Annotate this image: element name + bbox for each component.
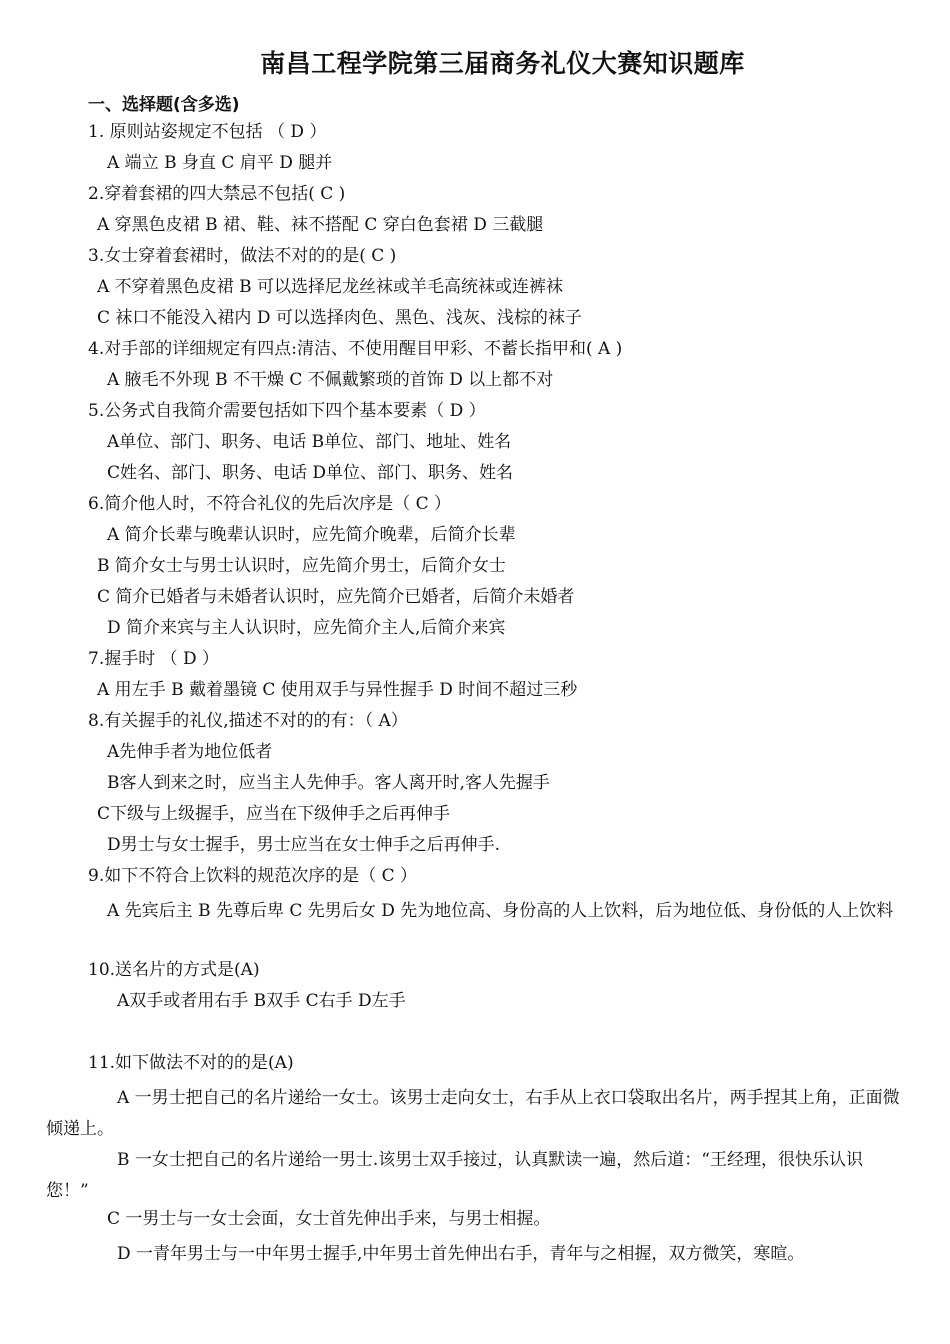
question-8-option-b: B客人到来之时，应当主人先伸手。客人离开时,客人先握手 — [107, 773, 550, 793]
question-7-options: A 用左手 B 戴着墨镜 C 使用双手与异性握手 D 时间不超过三秒 — [97, 680, 578, 700]
question-6-option-d: D 简介来宾与主人认识时，应先简介主人,后简介来宾 — [107, 618, 506, 638]
question-5: 5.公务式自我简介需要包括如下四个基本要素（ D ） — [88, 401, 486, 421]
question-3: 3.女士穿着套裙时，做法不对的的是( C ) — [88, 246, 397, 266]
question-1-options: A 端立 B 身直 C 肩平 D 腿并 — [107, 153, 333, 173]
question-11-option-a: A 一男士把自己的名片递给一女士。该男士走向女士，右手从上衣口袋取出名片，两手捏其上角，正面微倾递上。 — [46, 1088, 900, 1139]
question-3-options-1: A 不穿着黑色皮裙 B 可以选择尼龙丝袜或羊毛高统袜或连裤袜 — [97, 277, 563, 297]
question-11-option-c: C 一男士与一女士会面，女士首先伸出手来，与男士相握。 — [107, 1209, 551, 1229]
question-5-options-2: C姓名、部门、职务、电话 D单位、部门、职务、姓名 — [107, 463, 514, 483]
question-6-option-b: B 简介女士与男士认识时，应先简介男士，后简介女士 — [97, 556, 506, 576]
question-9: 9.如下不符合上饮料的规范次序的是（ C ） — [88, 866, 418, 886]
question-11-option-d: D 一青年男士与一中年男士握手,中年男士首先伸出右手，青年与之相握，双方微笑，寒暄。 — [117, 1244, 805, 1264]
question-8-option-d: D男士与女士握手，男士应当在女士伸手之后再伸手. — [107, 835, 501, 855]
section-heading: 一、选择题(含多选) — [88, 95, 240, 115]
question-8-option-a: A先伸手者为地位低者 — [107, 742, 273, 762]
question-6-option-c: C 简介已婚者与未婚者认识时，应先简介已婚者，后简介未婚者 — [97, 587, 575, 607]
question-3-options-2: C 袜口不能没入裙内 D 可以选择肉色、黑色、浅灰、浅棕的袜子 — [97, 308, 582, 328]
question-8: 8.有关握手的礼仪,描述不对的的有：（ A） — [88, 711, 408, 731]
question-7: 7.握手时 （ D ） — [88, 649, 220, 669]
question-11-option-b: B 一女士把自己的名片递给一男士.该男士双手接过，认真默读一遍，然后道：“王经理，很快乐认识您！” — [46, 1150, 863, 1201]
question-9-options: A 先宾后主 B 先尊后卑 C 先男后女 D 先为地位高、身份高的人上饮料，后为地位低、身份低的人上饮料 — [107, 901, 894, 921]
question-10: 10.送名片的方式是(A) — [88, 960, 260, 980]
question-8-option-c: C下级与上级握手，应当在下级伸手之后再伸手 — [97, 804, 451, 824]
question-4: 4.对手部的详细规定有四点:清洁、不使用醒目甲彩、不蓄长指甲和( A ) — [88, 339, 623, 359]
question-2: 2.穿着套裙的四大禁忌不包括( C ) — [88, 184, 346, 204]
question-6-option-a: A 简介长辈与晚辈认识时，应先简介晚辈，后简介长辈 — [107, 525, 516, 545]
question-4-options: A 腋毛不外现 B 不干燥 C 不佩戴繁琐的首饰 D 以上都不对 — [107, 370, 554, 390]
page-title: 南昌工程学院第三届商务礼仪大赛知识题库 — [260, 49, 745, 78]
question-10-options: A双手或者用右手 B双手 C右手 D左手 — [117, 991, 406, 1011]
question-11: 11.如下做法不对的的是(A) — [88, 1053, 294, 1073]
question-1: 1. 原则站姿规定不包括 （ D ） — [88, 122, 327, 142]
question-6: 6.简介他人时，不符合礼仪的先后次序是（ C ） — [88, 494, 452, 514]
question-2-options: A 穿黑色皮裙 B 裙、鞋、袜不搭配 C 穿白色套裙 D 三截腿 — [97, 215, 544, 235]
question-5-options-1: A单位、部门、职务、电话 B单位、部门、地址、姓名 — [107, 432, 512, 452]
